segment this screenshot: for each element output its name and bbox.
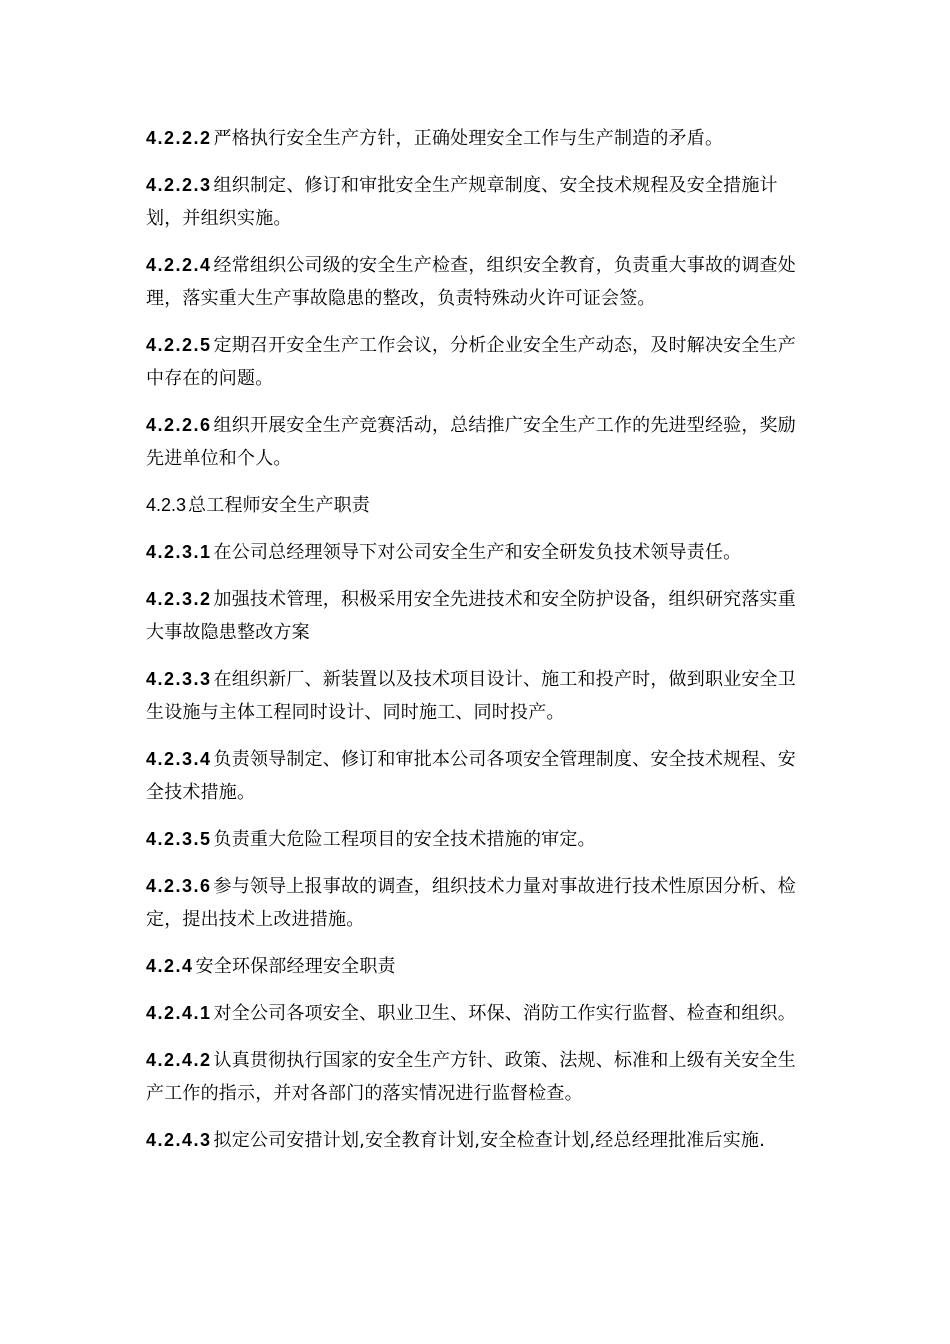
clause-number: 4.2.2.2 [146, 128, 212, 148]
clause-text: 严格执行安全生产方针，正确处理安全工作与生产制造的矛盾。 [213, 128, 724, 149]
clause-number: 4.2.3.3 [146, 669, 212, 689]
section-number: 4.2.3 [146, 495, 187, 515]
clause-text: 负责领导制定、修订和审批本公司各项安全管理制度、安全技术规程、安全技术措施。 [146, 749, 796, 803]
clause-text: 负责重大危险工程项目的安全技术措施的审定。 [213, 829, 596, 850]
clause-number: 4.2.4.2 [146, 1050, 212, 1070]
clause-text: 组织开展安全生产竞赛活动，总结推广安全生产工作的先进型经验，奖励先进单位和个人。 [146, 415, 796, 469]
paragraph-4-2-3-5 [146, 823, 800, 856]
section-heading-4-2-3 [146, 489, 800, 522]
paragraph-4-2-3-2 [146, 583, 800, 649]
clause-number: 4.2.3.6 [146, 876, 212, 896]
section-heading-4-2-4 [146, 950, 800, 983]
clause-text: 定期召开安全生产工作会议，分析企业安全生产动态，及时解决安全生产中存在的问题。 [146, 335, 796, 389]
paragraph-4-2-2-2 [146, 122, 800, 155]
clause-number: 4.2.4.3 [146, 1130, 212, 1150]
paragraph-4-2-4-1 [146, 997, 800, 1030]
clause-number: 4.2.3.1 [146, 542, 212, 562]
clause-number: 4.2.3.4 [146, 749, 212, 769]
section-title: 安全环保部经理安全职责 [195, 956, 396, 977]
paragraph-4-2-2-6 [146, 409, 800, 475]
clause-number: 4.2.2.5 [146, 335, 212, 355]
section-number: 4.2.4 [146, 956, 194, 976]
paragraph-4-2-4-2 [146, 1044, 800, 1110]
clause-number: 4.2.4.1 [146, 1003, 212, 1023]
clause-text: 参与领导上报事故的调查，组织技术力量对事故进行技术性原因分析、检定，提出技术上改进措施。 [146, 876, 796, 930]
paragraph-4-2-4-3 [146, 1124, 800, 1157]
clause-text: 在组织新厂、新装置以及技术项目设计、施工和投产时，做到职业安全卫生设施与主体工程同时设计、同时施工、同时投产。 [146, 669, 796, 723]
paragraph-4-2-2-5 [146, 329, 800, 395]
paragraph-4-2-3-6 [146, 870, 800, 936]
paragraph-4-2-3-3 [146, 663, 800, 729]
paragraph-4-2-2-4 [146, 249, 800, 315]
clause-number: 4.2.2.3 [146, 175, 212, 195]
clause-number: 4.2.2.6 [146, 415, 212, 435]
clause-number: 4.2.3.5 [146, 829, 212, 849]
paragraph-4-2-3-1 [146, 536, 800, 569]
clause-text: 认真贯彻执行国家的安全生产方针、政策、法规、标准和上级有关安全生产工作的指示，并对各部门的落实情况进行监督检查。 [146, 1050, 796, 1104]
clause-text: 加强技术管理，积极采用安全先进技术和安全防护设备，组织研究落实重大事故隐患整改方案 [146, 589, 796, 643]
clause-number: 4.2.3.2 [146, 589, 212, 609]
clause-text: 拟定公司安措计划,安全教育计划,安全检查计划,经总经理批准后实施. [213, 1130, 766, 1151]
paragraph-4-2-3-4 [146, 743, 800, 809]
section-title: 总工程师安全生产职责 [188, 495, 371, 516]
clause-text: 组织制定、修订和审批安全生产规章制度、安全技术规程及安全措施计划，并组织实施。 [146, 175, 778, 229]
clause-text: 经常组织公司级的安全生产检查，组织安全教育，负责重大事故的调查处理，落实重大生产事故隐患的整改，负责特殊动火许可证会签。 [146, 255, 796, 309]
clause-text: 对全公司各项安全、职业卫生、环保、消防工作实行监督、检查和组织。 [213, 1003, 796, 1024]
clause-text: 在公司总经理领导下对公司安全生产和安全研发负技术领导责任。 [213, 542, 742, 563]
clause-number: 4.2.2.4 [146, 255, 212, 275]
paragraph-4-2-2-3 [146, 169, 800, 235]
